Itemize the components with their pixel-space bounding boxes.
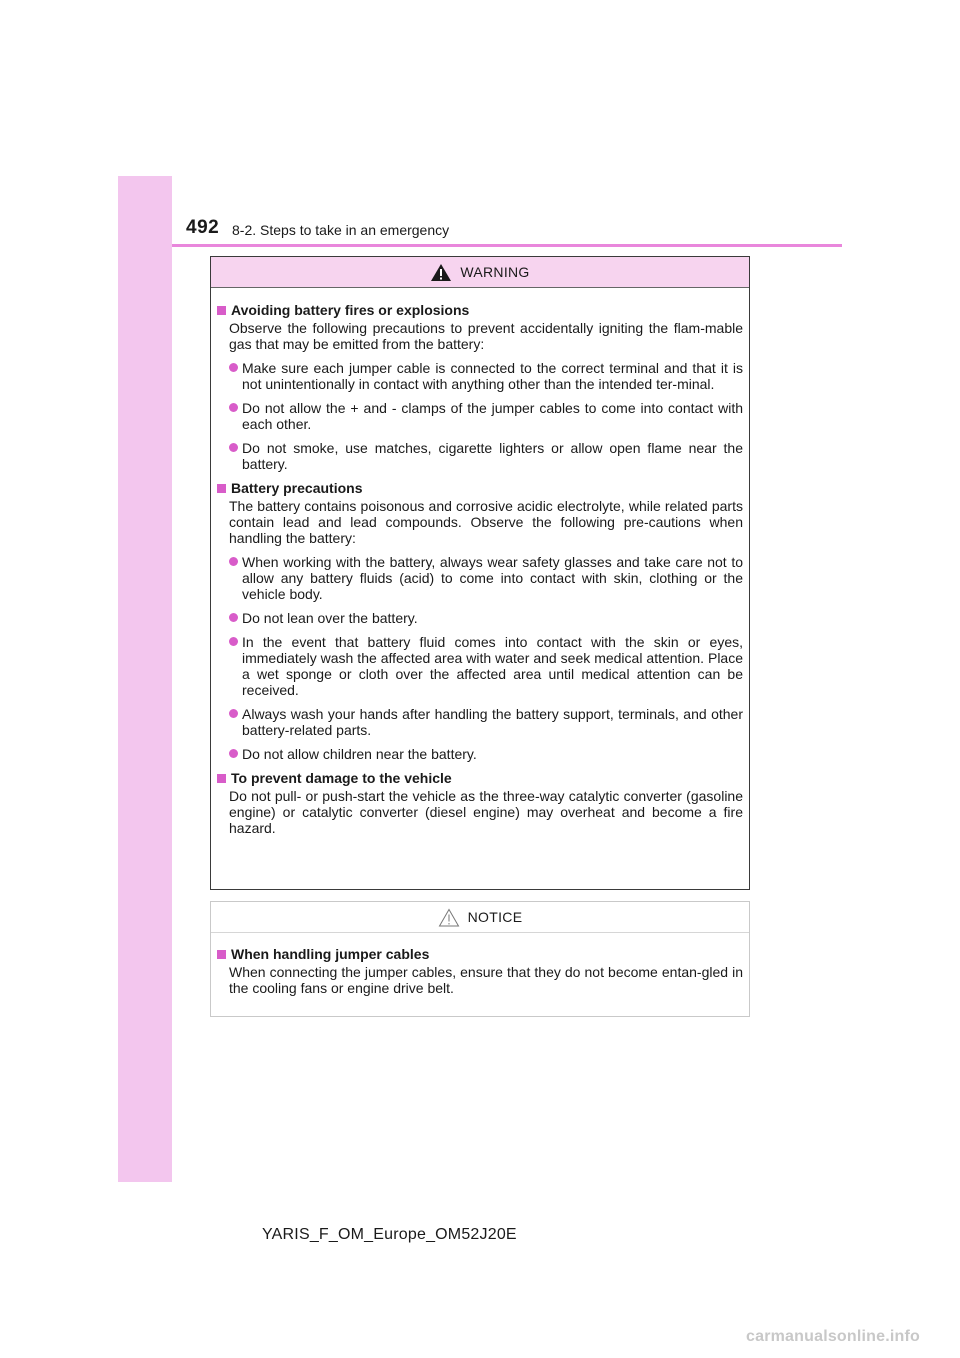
section-title: 8-2. Steps to take in an emergency xyxy=(232,222,450,238)
round-bullet-icon xyxy=(229,709,238,718)
section-heading: To prevent damage to the vehicle xyxy=(217,769,743,787)
warning-section xyxy=(217,479,743,762)
document-id: YARIS_F_OM_Europe_OM52J20E xyxy=(262,1226,517,1243)
header-rule xyxy=(172,244,842,247)
square-bullet-icon xyxy=(217,774,226,783)
warning-label: WARNING xyxy=(460,264,530,280)
warning-section xyxy=(217,769,743,836)
section-text: Observe the following precautions to prevent accidentally igniting the flam-mable gas that may be emitted from the battery: xyxy=(229,320,743,352)
section-text: Do not pull- or push-start the vehicle as the three-way catalytic converter (gasoline engine) or catalytic converter (diesel engine) may overheat and become a fire hazard. xyxy=(229,788,743,836)
round-bullet-icon xyxy=(229,557,238,566)
bullet-item: When working with the battery, always wear safety glasses and take care not to allow any battery fluids (acid) to come into contact with skin, clothing or the vehicle body. xyxy=(229,554,743,602)
section-heading: Avoiding battery fires or explosions xyxy=(217,301,743,319)
bullet-item: Do not smoke, use matches, cigarette lighters or allow open flame near the battery. xyxy=(229,440,743,472)
section-heading: When handling jumper cables xyxy=(217,945,743,963)
round-bullet-icon xyxy=(229,613,238,622)
bullet-item: Do not allow the + and - clamps of the jumper cables to come into contact with each other. xyxy=(229,400,743,432)
round-bullet-icon xyxy=(229,749,238,758)
square-bullet-icon xyxy=(217,306,226,315)
square-bullet-icon xyxy=(217,484,226,493)
notice-header xyxy=(211,902,749,933)
bullet-item: Do not lean over the battery. xyxy=(229,610,743,626)
page-number: 492 xyxy=(186,217,220,238)
caution-triangle-outline-icon xyxy=(438,908,460,927)
bullet-item: Always wash your hands after handling the battery support, terminals, and other battery-related parts. xyxy=(229,706,743,738)
warning-section xyxy=(217,301,743,472)
side-color-band xyxy=(118,176,172,1182)
warning-triangle-icon xyxy=(430,263,452,282)
notice-label: NOTICE xyxy=(467,909,523,925)
notice-content xyxy=(211,933,749,996)
notice-box xyxy=(210,901,750,1017)
round-bullet-icon xyxy=(229,637,238,646)
warning-header xyxy=(211,257,749,288)
bullet-item: In the event that battery fluid comes into contact with the skin or eyes, immediately wash the affected area with water and seek medical attention. Place a wet sponge or cloth over the affected area until medical attention can be received. xyxy=(229,634,743,698)
section-text: When connecting the jumper cables, ensure that they do not become entan-gled in the cooling fans or engine drive belt. xyxy=(229,964,743,996)
square-bullet-icon xyxy=(217,950,226,959)
bullet-item: Make sure each jumper cable is connected to the correct terminal and that it is not unintentionally in contact with anything other than the intended ter-minal. xyxy=(229,360,743,392)
warning-content xyxy=(211,288,749,836)
warning-box xyxy=(210,256,750,890)
round-bullet-icon xyxy=(229,363,238,372)
section-heading: Battery precautions xyxy=(217,479,743,497)
round-bullet-icon xyxy=(229,443,238,452)
round-bullet-icon xyxy=(229,403,238,412)
bullet-item: Do not allow children near the battery. xyxy=(229,746,743,762)
section-text: The battery contains poisonous and corrosive acidic electrolyte, while related parts contain lead and lead compounds. Observe the following pre-cautions when handling the battery: xyxy=(229,498,743,546)
watermark: carmanualsonline.info xyxy=(746,1328,921,1345)
